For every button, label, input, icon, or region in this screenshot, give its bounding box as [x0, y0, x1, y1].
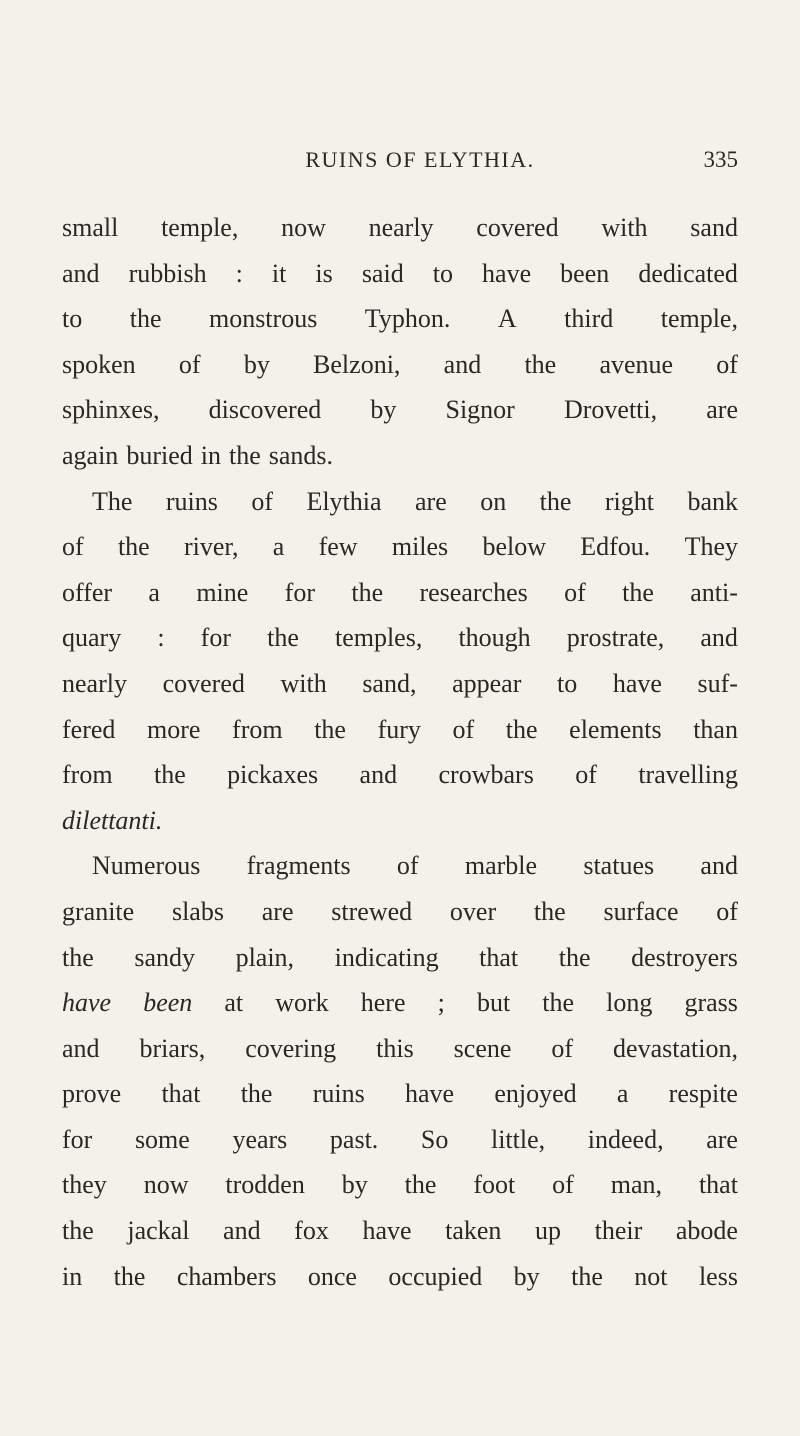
- word: of: [62, 532, 84, 562]
- word: briars,: [139, 1033, 206, 1063]
- word: the: [240, 1079, 273, 1109]
- word: and: [700, 851, 738, 881]
- word: the: [351, 577, 384, 607]
- word: have: [404, 1079, 455, 1109]
- word: taken: [445, 1216, 502, 1246]
- text-line: [62, 935, 738, 981]
- word: once: [307, 1261, 357, 1291]
- word: :: [235, 258, 243, 288]
- word: buried: [126, 440, 193, 470]
- word: of: [178, 349, 201, 379]
- word: work: [275, 988, 329, 1018]
- word: fox: [294, 1216, 329, 1246]
- word: the: [129, 304, 162, 334]
- word: from: [232, 714, 283, 744]
- word: anti-: [690, 577, 738, 607]
- word: suf-: [697, 668, 738, 698]
- word: the: [524, 349, 557, 379]
- text-line: [62, 1117, 738, 1163]
- word: trodden: [225, 1170, 305, 1200]
- word: the: [533, 896, 566, 926]
- word: crowbars: [438, 760, 534, 790]
- word: the: [539, 486, 572, 516]
- word: more: [147, 714, 201, 744]
- word: in: [62, 1261, 83, 1291]
- word: scene: [453, 1033, 512, 1063]
- word: by: [513, 1261, 540, 1291]
- word: chambers: [176, 1261, 277, 1291]
- text-line: [62, 1071, 738, 1117]
- word: man,: [610, 1170, 663, 1200]
- word: grass: [684, 988, 738, 1018]
- word: strewed: [331, 896, 413, 926]
- word: prostrate,: [566, 623, 665, 653]
- word: Numerous: [92, 851, 201, 881]
- word: covered: [476, 213, 559, 242]
- word: the: [622, 577, 654, 607]
- word: miles: [391, 532, 449, 562]
- word: the: [113, 1261, 146, 1291]
- word: the: [314, 714, 346, 744]
- word: abode: [675, 1216, 738, 1246]
- word: though: [458, 623, 531, 653]
- word: travelling: [638, 760, 738, 790]
- text-line: [62, 433, 738, 479]
- word: monstrous: [208, 304, 318, 334]
- word: have: [612, 668, 662, 698]
- word: So: [420, 1124, 449, 1154]
- word: of: [452, 714, 475, 744]
- word: not: [634, 1261, 668, 1291]
- word: Typhon.: [364, 304, 451, 334]
- word: temple,: [161, 213, 239, 242]
- word: ruins: [165, 486, 218, 516]
- word: below: [482, 532, 546, 562]
- word: is: [315, 258, 333, 288]
- word: the: [62, 1216, 94, 1246]
- word: from: [62, 760, 113, 790]
- text-line: [62, 980, 738, 1026]
- word: a: [272, 532, 285, 562]
- word: and: [359, 760, 398, 790]
- word: sandy: [134, 942, 195, 972]
- word: the: [571, 1261, 603, 1291]
- word: :: [157, 623, 165, 653]
- word: by: [370, 395, 397, 425]
- page-number: 335: [703, 147, 738, 172]
- word: occupied: [388, 1261, 483, 1291]
- text-line: [62, 1162, 738, 1208]
- word: with: [280, 668, 327, 698]
- word: and: [62, 1033, 100, 1063]
- word: rubbish: [128, 258, 207, 288]
- word: the: [404, 1170, 437, 1200]
- word: the: [228, 440, 261, 470]
- word: of: [251, 486, 273, 516]
- text-line: [62, 570, 738, 616]
- word: slabs: [171, 896, 224, 926]
- word: on: [480, 486, 507, 516]
- word: right: [604, 486, 654, 516]
- word: A: [497, 304, 517, 334]
- word: temple,: [660, 304, 738, 334]
- word: of: [564, 577, 586, 607]
- word: few: [318, 532, 358, 562]
- text-line: [62, 752, 738, 798]
- word: by: [341, 1170, 368, 1200]
- word: elements: [569, 714, 662, 744]
- word: their: [594, 1216, 643, 1246]
- word: with: [601, 213, 648, 242]
- word: and: [62, 258, 100, 288]
- running-head: [62, 145, 738, 175]
- word: third: [564, 304, 614, 334]
- word: indicating: [334, 942, 439, 972]
- word: a: [148, 577, 160, 607]
- word: the: [267, 623, 299, 653]
- word: statues: [583, 851, 655, 881]
- text-line: [62, 661, 738, 707]
- word: of: [716, 349, 738, 379]
- word: for: [62, 1124, 93, 1154]
- word: at: [224, 988, 244, 1018]
- word: indeed,: [587, 1124, 664, 1154]
- word: quary: [62, 623, 122, 653]
- italic-word: dilettanti.: [62, 805, 163, 835]
- word: destroyers: [631, 942, 738, 972]
- word: that: [161, 1079, 201, 1109]
- word: now: [281, 213, 326, 242]
- word: been: [560, 258, 610, 288]
- word: enjoyed: [494, 1079, 577, 1109]
- word: plain,: [235, 942, 295, 972]
- text-line: [62, 296, 738, 342]
- word: this: [376, 1033, 414, 1063]
- text-line: [62, 387, 738, 433]
- word: again: [62, 440, 119, 470]
- word: are: [706, 1124, 738, 1154]
- word: are: [706, 395, 738, 425]
- word: and: [223, 1216, 261, 1246]
- text-line: [62, 524, 738, 570]
- word: years: [232, 1124, 288, 1154]
- word: river,: [183, 532, 239, 562]
- word: up: [535, 1216, 562, 1246]
- word: marble: [464, 851, 538, 881]
- italic-word: have: [62, 988, 112, 1018]
- word: covering: [245, 1033, 337, 1063]
- word: surface: [603, 896, 679, 926]
- word: nearly: [62, 668, 127, 698]
- text-line: [62, 1026, 738, 1072]
- word: have: [362, 1216, 412, 1246]
- word: small: [62, 213, 119, 242]
- word: They: [684, 532, 738, 562]
- text-line: [62, 843, 738, 889]
- word: discovered: [208, 395, 322, 425]
- word: Elythia: [306, 486, 382, 516]
- word: of: [396, 851, 419, 881]
- text-line: [62, 342, 738, 388]
- word: avenue: [599, 349, 674, 379]
- word: ruins: [312, 1079, 365, 1109]
- word: by: [243, 349, 270, 379]
- word: researches: [419, 577, 528, 607]
- text-line: [62, 1254, 738, 1300]
- word: mine: [196, 577, 249, 607]
- word: in: [200, 440, 221, 470]
- word: temples,: [334, 623, 423, 653]
- word: are: [415, 486, 447, 516]
- word: granite: [62, 896, 135, 926]
- word: ;: [437, 988, 445, 1018]
- word: Edfou.: [580, 532, 651, 562]
- word: a: [616, 1079, 629, 1109]
- word: foot: [473, 1170, 516, 1200]
- word: to: [432, 258, 453, 288]
- word: and: [700, 623, 738, 653]
- word: but: [476, 988, 511, 1018]
- word: bank: [687, 486, 738, 516]
- word: little,: [490, 1124, 546, 1154]
- word: for: [200, 623, 231, 653]
- word: have: [482, 258, 532, 288]
- word: of: [551, 1033, 574, 1063]
- word: dedicated: [638, 258, 738, 288]
- running-title: RUINS OF ELYTHIA.: [305, 147, 535, 172]
- text-line: [62, 889, 738, 935]
- word: respite: [668, 1079, 738, 1109]
- word: sands.: [268, 440, 334, 470]
- word: appear: [452, 668, 522, 698]
- word: the: [542, 988, 575, 1018]
- text-line: [62, 205, 738, 251]
- word: The: [92, 486, 133, 516]
- word: the: [153, 760, 186, 790]
- word: it: [271, 258, 287, 288]
- word: of: [716, 896, 738, 926]
- word: to: [62, 304, 83, 334]
- text-line: [62, 251, 738, 297]
- word: sand,: [362, 668, 417, 698]
- word: fragments: [246, 851, 351, 881]
- word: the: [558, 942, 591, 972]
- word: nearly: [368, 213, 434, 242]
- word: of: [552, 1170, 574, 1200]
- word: of: [575, 760, 597, 790]
- word: prove: [62, 1079, 122, 1109]
- word: pickaxes: [227, 760, 319, 790]
- word: Signor: [445, 395, 515, 425]
- word: for: [284, 577, 315, 607]
- word: sand: [690, 213, 738, 242]
- word: and: [443, 349, 482, 379]
- word: the: [62, 942, 94, 972]
- text-line: [62, 707, 738, 753]
- word: are: [261, 896, 294, 926]
- word: jackal: [127, 1216, 190, 1246]
- word: some: [134, 1124, 190, 1154]
- word: here: [360, 988, 406, 1018]
- word: long: [606, 988, 653, 1018]
- word: spoken: [62, 349, 136, 379]
- word: covered: [162, 668, 245, 698]
- body-text: [62, 205, 738, 1299]
- word: devastation,: [613, 1033, 738, 1063]
- word: now: [143, 1170, 189, 1200]
- word: they: [62, 1170, 107, 1200]
- word: past.: [329, 1124, 379, 1154]
- word: Belzoni,: [313, 349, 401, 379]
- word: sphinxes,: [62, 395, 160, 425]
- word: fered: [62, 714, 116, 744]
- word: the: [117, 532, 150, 562]
- word: to: [556, 668, 578, 698]
- word: that: [479, 942, 519, 972]
- text-line: [62, 1208, 738, 1254]
- word: the: [505, 714, 538, 744]
- italic-word: been: [143, 988, 193, 1018]
- word: said: [361, 258, 404, 288]
- text-line: [62, 798, 738, 844]
- text-line: [62, 615, 738, 661]
- word: than: [693, 714, 738, 744]
- word: Drovetti,: [563, 395, 658, 425]
- word: less: [698, 1261, 738, 1291]
- text-line: [62, 479, 738, 525]
- word: over: [449, 896, 497, 926]
- word: that: [698, 1170, 738, 1200]
- word: offer: [62, 577, 113, 607]
- word: fury: [377, 714, 421, 744]
